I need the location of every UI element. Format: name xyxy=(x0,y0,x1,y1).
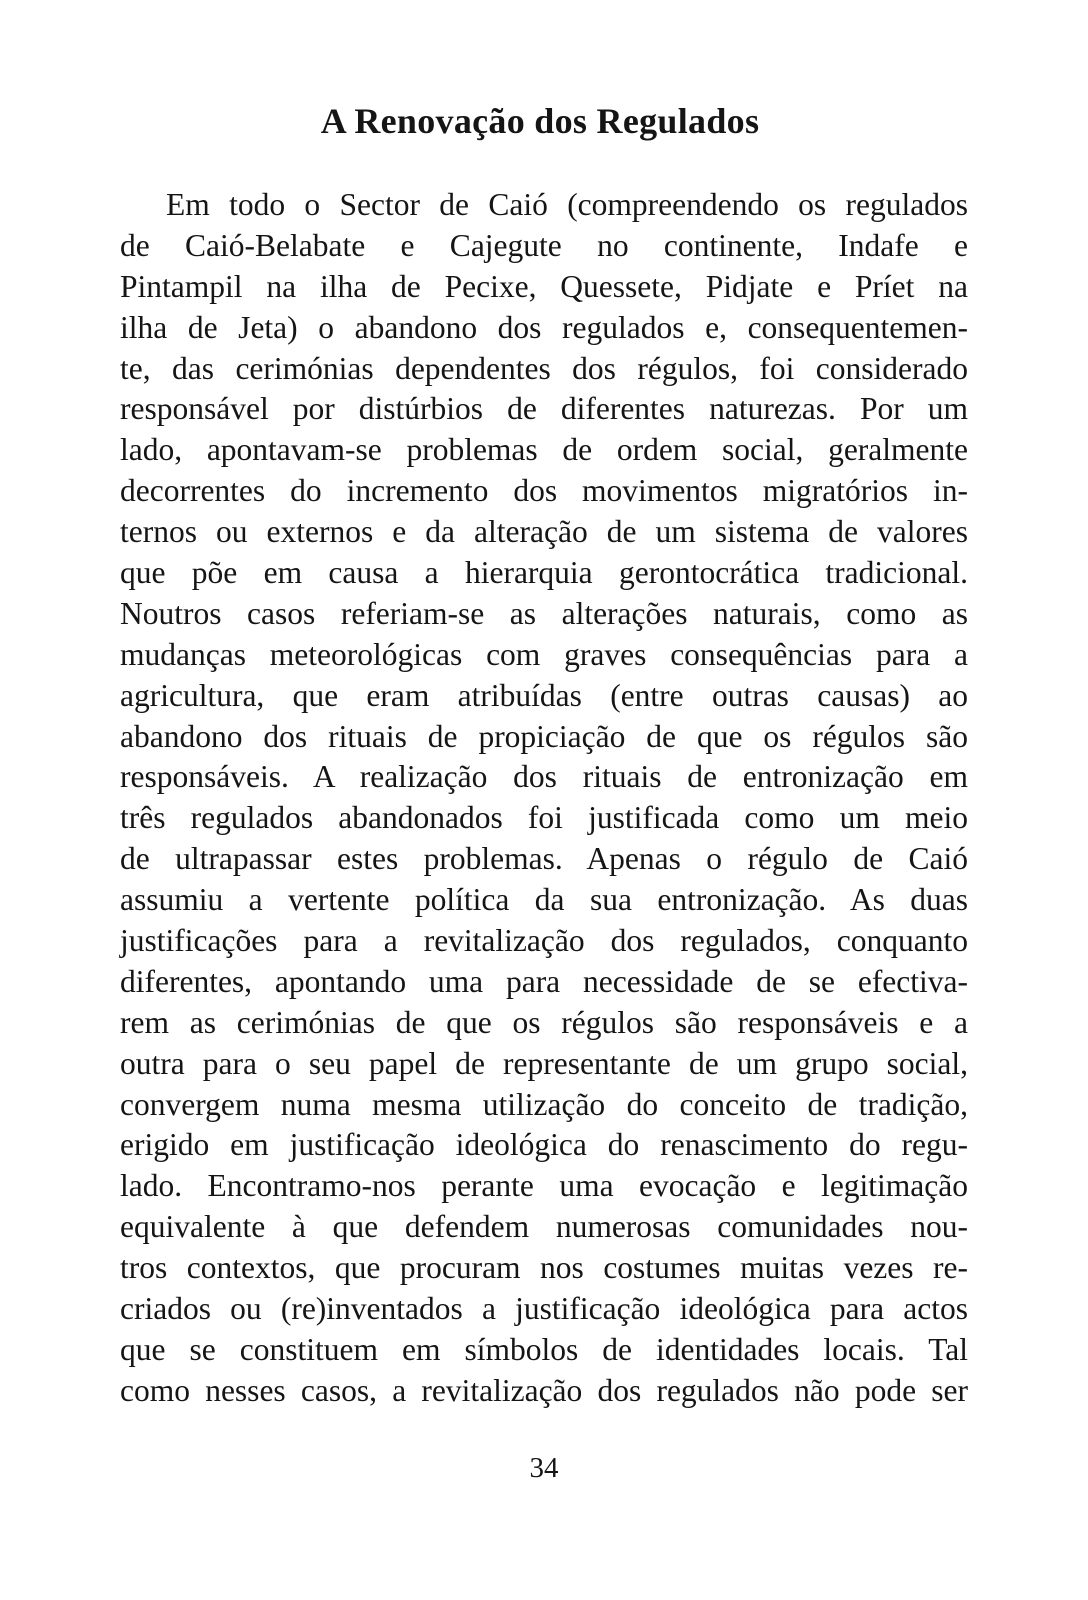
text-line: Noutros casos referiam-se as alterações naturais, como as xyxy=(120,595,968,631)
text-line: agricultura, que eram atribuídas (entre outras causas) ao xyxy=(120,677,968,713)
chapter-title: A Renovação dos Regulados xyxy=(320,101,760,141)
text-line: criados ou (re)inventados a justificação ideológica para actos xyxy=(120,1291,968,1327)
text-line: de Caió-Belabate e Cajegute no continente, Indafe e xyxy=(120,227,968,263)
text-line: convergem numa mesma utilização do conceito de tradição, xyxy=(120,1086,968,1122)
text-line: assumiu a vertente política da sua entronização. As duas xyxy=(120,882,968,918)
text-line: Pintampil na ilha de Pecixe, Quessete, Pidjate e Príet na xyxy=(120,268,968,304)
text-line: lado, apontavam-se problemas de ordem social, geralmente xyxy=(120,432,968,468)
text-line: lado. Encontramo-nos perante uma evocação e legitimação xyxy=(120,1168,968,1204)
text-line: te, das cerimónias dependentes dos régulos, foi considerado xyxy=(120,350,968,386)
text-line: responsáveis. A realização dos rituais de entronização em xyxy=(120,759,968,795)
text-line: justificações para a revitalização dos regulados, conquanto xyxy=(120,923,968,959)
text-line: de ultrapassar estes problemas. Apenas o régulo de Caió xyxy=(120,841,968,877)
body-paragraph xyxy=(120,185,968,1412)
text-line: que se constituem em símbolos de identidades locais. Tal xyxy=(120,1331,968,1367)
text-line: ternos ou externos e da alteração de um sistema de valores xyxy=(120,514,968,550)
page-number: 34 xyxy=(529,1452,559,1484)
text-line: mudanças meteorológicas com graves consequências para a xyxy=(120,636,968,672)
text-line: Em todo o Sector de Caió (compreendendo os regulados xyxy=(166,187,968,222)
text-line: ilha de Jeta) o abandono dos regulados e, consequentemen- xyxy=(120,309,968,345)
text-line: decorrentes do incremento dos movimentos migratórios in- xyxy=(120,473,968,509)
text-line: abandono dos rituais de propiciação de que os régulos são xyxy=(120,718,968,754)
text-line: diferentes, apontando uma para necessidade de se efectiva- xyxy=(120,963,968,999)
text-line: rem as cerimónias de que os régulos são responsáveis e a xyxy=(120,1004,968,1040)
text-line: outra para o seu papel de representante de um grupo social, xyxy=(120,1045,968,1081)
text-line: tros contextos, que procuram nos costumes muitas vezes re- xyxy=(120,1250,968,1286)
text-line: que põe em causa a hierarquia gerontocrática tradicional. xyxy=(120,555,968,591)
text-line: como nesses casos, a revitalização dos regulados não pode ser xyxy=(120,1372,968,1408)
text-line: responsável por distúrbios de diferentes naturezas. Por um xyxy=(120,391,968,427)
text-line: três regulados abandonados foi justificada como um meio xyxy=(120,800,968,836)
text-line: erigido em justificação ideológica do renascimento do regu- xyxy=(120,1127,968,1163)
text-line: equivalente à que defendem numerosas comunidades nou- xyxy=(120,1209,968,1245)
